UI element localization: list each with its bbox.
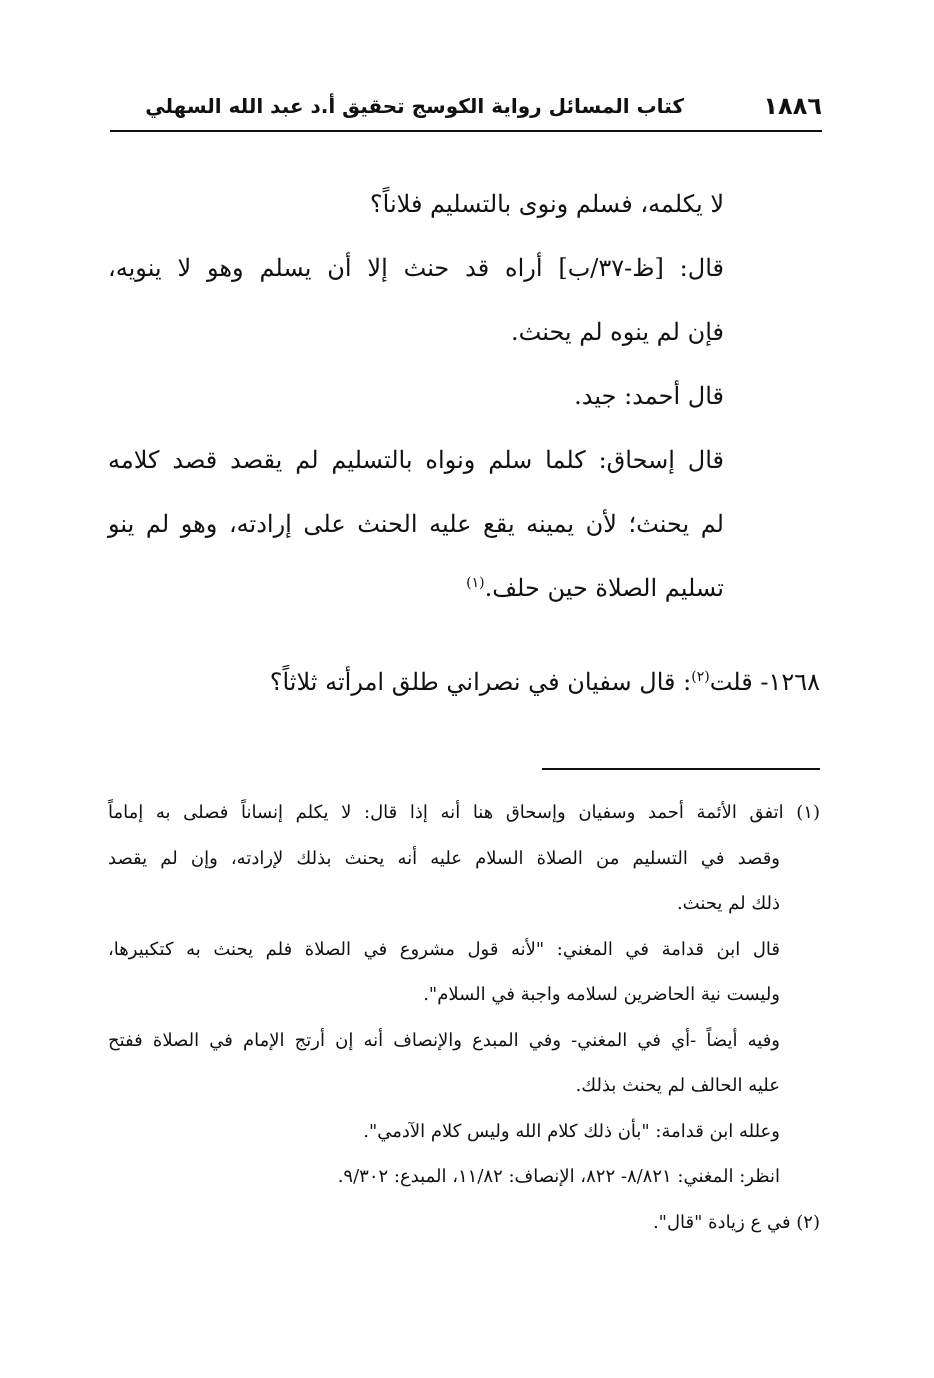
footnote-line: (٢) في ع زيادة "قال". xyxy=(652,1211,820,1233)
body-line: لا يكلمه، فسلم ونوى بالتسليم فلاناً؟ xyxy=(369,190,724,218)
question-text-before: قلت xyxy=(709,668,753,696)
body-line: قال إسحاق: كلما سلم ونواه بالتسليم لم يقصد قصد كلامه xyxy=(108,446,724,474)
footnote-ref-1[interactable]: (١) xyxy=(466,575,485,591)
body-text xyxy=(108,172,724,620)
question-text-after: : قال سفيان في نصراني طلق امرأته ثلاثاً؟ xyxy=(269,668,692,696)
footnote-ref-2[interactable]: (٢) xyxy=(691,669,710,685)
question-1268 xyxy=(108,652,820,712)
footnote-line: وعلله ابن قدامة: "بأن ذلك كلام الله وليس كلام الآدمي". xyxy=(363,1120,780,1142)
header-rule xyxy=(110,130,822,132)
footnote-line: (١) اتفق الأئمة أحمد وسفيان وإسحاق هنا أنه إذا قال: لا يكلم إنساناً فصلى به إماماً xyxy=(108,802,820,823)
page-number: ١٨٨٦ xyxy=(763,92,822,120)
footnote-line: وليست نية الحاضرين لسلامه واجبة في السلام". xyxy=(423,984,780,1005)
footnote-line: عليه الحالف لم يحنث بذلك. xyxy=(575,1075,780,1096)
body-line: فإن لم ينوه لم يحنث. xyxy=(511,318,724,346)
running-title: كتاب المسائل رواية الكوسج تحقيق أ.د عبد الله السهلي xyxy=(145,94,684,118)
page-header xyxy=(110,88,822,128)
body-line-text: تسليم الصلاة حين حلف. xyxy=(484,574,724,602)
question-number: ١٢٦٨- xyxy=(760,668,820,696)
footnote-line: ذلك لم يحنث. xyxy=(676,893,780,914)
footnote-line: قال ابن قدامة في المغني: "لأنه قول مشروع في الصلاة فلم يحنث به كتكبيرها، xyxy=(108,938,780,960)
body-line: قال أحمد: جيد. xyxy=(574,382,724,410)
footnote-line: وفيه أيضاً -أي في المغني- وفي المبدع والإنصاف أنه إن أرتج الإمام في الصلاة ففتح xyxy=(108,1029,780,1051)
body-line-last xyxy=(108,556,724,620)
footnote-line: انظر: المغني: ٨/٨٢١- ٨٢٢، الإنصاف: ١١/٨٢، المبدع: ٩/٣٠٢. xyxy=(337,1166,780,1187)
body-line: لم يحنث؛ لأن يمينه يقع عليه الحنث على إرادته، وهو لم ينو xyxy=(108,510,724,538)
footnotes xyxy=(108,790,820,1245)
body-line: قال: [ظ-٣٧/ب] أراه قد حنث إلا أن يسلم وهو لا ينويه، xyxy=(108,254,724,282)
footnote-line: وقصد في التسليم من الصلاة السلام عليه أنه يحنث بذلك لإرادته، وإن لم يقصد xyxy=(108,847,780,869)
footnote-separator xyxy=(542,768,820,770)
